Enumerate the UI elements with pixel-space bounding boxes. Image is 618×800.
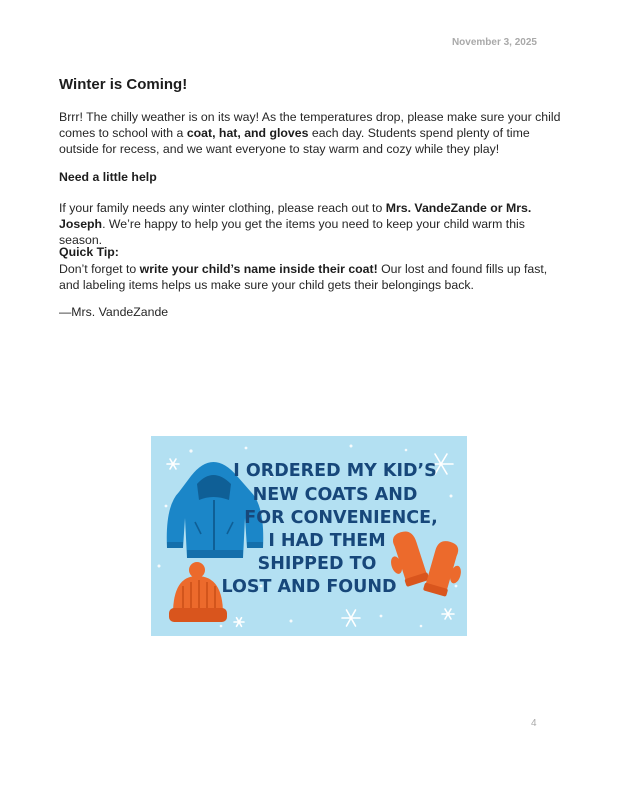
help-text-end: . We’re happy to help you get the items you need to keep your child warm this season. — [59, 217, 525, 247]
caption-line-3: FOR CONVENIENCE, — [244, 508, 438, 528]
signature: —Mrs. VandeZande — [59, 305, 169, 319]
page-title: Winter is Coming! — [59, 76, 188, 93]
help-heading: Need a little help — [59, 170, 157, 184]
caption-line-1: I ORDERED MY KID’S — [233, 461, 437, 481]
tip-text-end: Our lost and found fills up fast, and labeling items helps us make sure your child gets their belongings back. — [59, 262, 548, 292]
caption-line-6: LOST AND FOUND — [221, 577, 397, 597]
tip-paragraph — [59, 261, 564, 293]
intro-bold-text: coat, hat, and gloves — [186, 126, 309, 140]
tip-heading: Quick Tip: — [59, 245, 119, 259]
tip-bold-text: write your child’s name inside their coat! — [139, 262, 378, 276]
intro-text: Brrr! The chilly weather is on its way! As the temperatures drop, please make sure your child comes to school with a — [59, 110, 561, 140]
intro-paragraph — [59, 109, 564, 157]
caption-line-2: NEW COATS AND — [252, 485, 418, 505]
help-paragraph — [59, 200, 564, 248]
help-text: If your family needs any winter clothing, please reach out to — [59, 201, 386, 215]
help-contacts: Mrs. VandeZande or Mrs. Joseph — [59, 201, 532, 231]
caption-line-4: I HAD THEM — [268, 531, 386, 551]
lost-and-found-illustration — [151, 436, 467, 636]
tip-text: Don’t forget to — [59, 262, 140, 276]
document-date: November 3, 2025 — [451, 37, 537, 48]
intro-text-end: each day. Students spend plenty of time outside for recess, and we want everyone to stay warm and cozy while they play! — [59, 126, 530, 156]
caption-line-5: SHIPPED TO — [257, 554, 377, 574]
page-number: 4 — [531, 718, 537, 729]
